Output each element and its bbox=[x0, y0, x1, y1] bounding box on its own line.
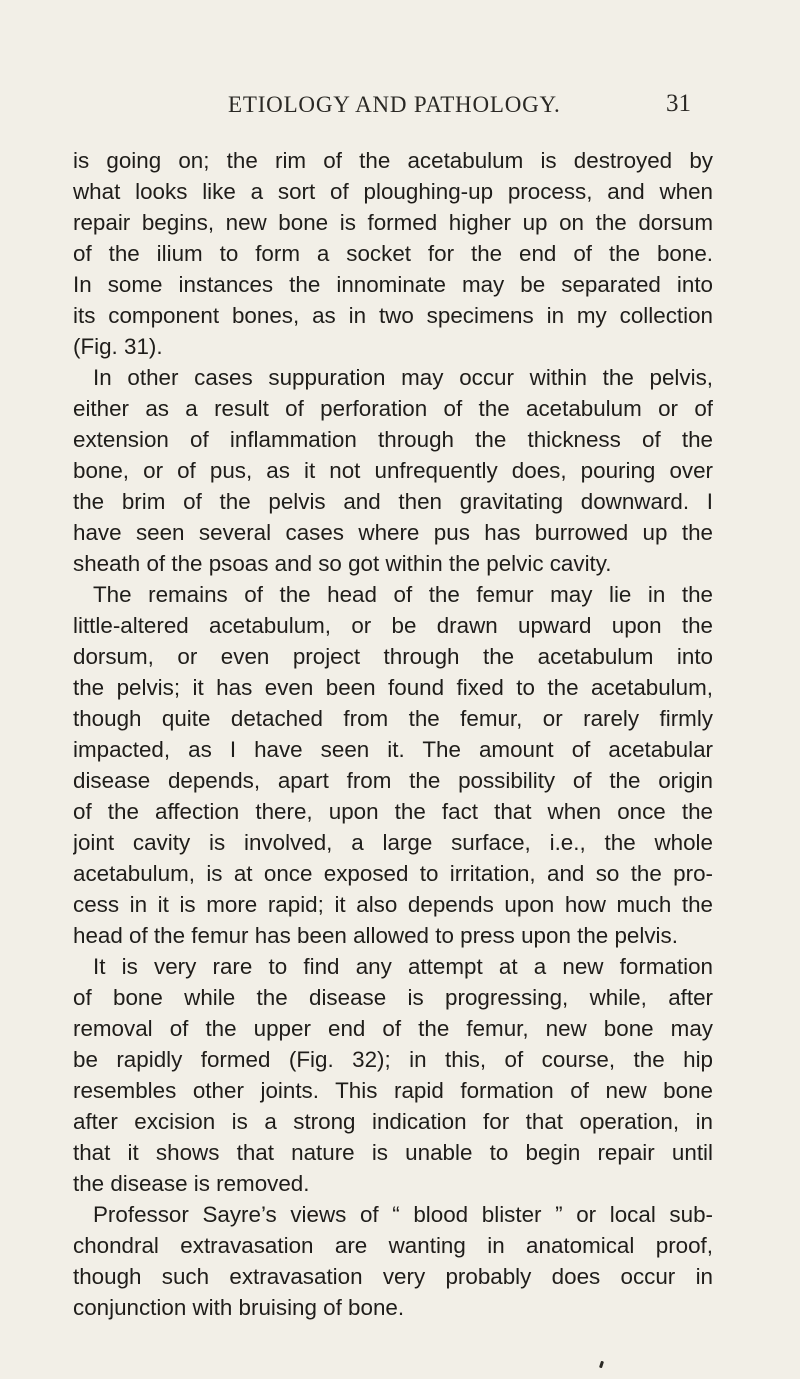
text-line: that it shows that nature is unable to begin repair until bbox=[73, 1140, 713, 1165]
paragraph bbox=[73, 1199, 713, 1323]
text-line: though such extravasation very probably does occur in bbox=[73, 1264, 713, 1289]
paragraph bbox=[73, 362, 713, 579]
text-line: the pelvis; it has even been found fixed to the acetabulum, bbox=[73, 675, 713, 700]
text-line: In some instances the innominate may be separated into bbox=[73, 272, 713, 297]
text-line: It is very rare to find any attempt at a new formation bbox=[93, 954, 713, 979]
text-line: what looks like a sort of ploughing-up process, and when bbox=[73, 179, 713, 204]
running-head: ETIOLOGY AND PATHOLOGY. bbox=[228, 92, 561, 117]
text-line: have seen several cases where pus has burrowed up the bbox=[73, 520, 713, 545]
text-line: of the affection there, upon the fact that when once the bbox=[73, 799, 713, 824]
text-line: In other cases suppuration may occur within the pelvis, bbox=[93, 365, 713, 390]
text-line: sheath of the psoas and so got within the pelvic cavity. bbox=[73, 551, 612, 576]
text-line: little-altered acetabulum, or be drawn upward upon the bbox=[73, 613, 713, 638]
text-line: of the ilium to form a socket for the end of the bone. bbox=[73, 241, 713, 266]
text-line: resembles other joints. This rapid formation of new bone bbox=[73, 1078, 713, 1103]
text-line: conjunction with bruising of bone. bbox=[73, 1295, 405, 1320]
text-line: of bone while the disease is progressing, while, after bbox=[73, 985, 713, 1010]
text-line: after excision is a strong indication for that operation, in bbox=[73, 1109, 713, 1134]
text-line: bone, or of pus, as it not unfrequently does, pouring over bbox=[73, 458, 713, 483]
ink-speck bbox=[599, 1361, 604, 1369]
text-line: is going on; the rim of the acetabulum is destroyed by bbox=[73, 148, 713, 173]
text-line: though quite detached from the femur, or rarely firmly bbox=[73, 706, 713, 731]
paragraph bbox=[73, 579, 713, 951]
page-number: 31 bbox=[666, 90, 691, 117]
text-line: removal of the upper end of the femur, new bone may bbox=[73, 1016, 713, 1041]
text-line: repair begins, new bone is formed higher up on the dorsum bbox=[73, 210, 713, 235]
text-line: Professor Sayre’s views of “ blood blister ” or local sub- bbox=[93, 1202, 713, 1227]
text-line: chondral extravasation are wanting in anatomical proof, bbox=[73, 1233, 713, 1258]
text-line: be rapidly formed (Fig. 32); in this, of course, the hip bbox=[73, 1047, 713, 1072]
text-line: The remains of the head of the femur may lie in the bbox=[93, 582, 713, 607]
paragraph bbox=[73, 145, 713, 362]
text-line: cess in it is more rapid; it also depends upon how much the bbox=[73, 892, 713, 917]
body-text bbox=[73, 145, 713, 1323]
text-line: its component bones, as in two specimens in my collection bbox=[73, 303, 713, 328]
text-line: impacted, as I have seen it. The amount of acetabular bbox=[73, 737, 713, 762]
paragraph bbox=[73, 951, 713, 1199]
text-line: (Fig. 31). bbox=[73, 334, 163, 359]
text-line: dorsum, or even project through the acetabulum into bbox=[73, 644, 713, 669]
text-line: the brim of the pelvis and then gravitating downward. I bbox=[73, 489, 713, 514]
text-line: the disease is removed. bbox=[73, 1171, 310, 1196]
text-line: either as a result of perforation of the acetabulum or of bbox=[73, 396, 713, 421]
text-line: head of the femur has been allowed to press upon the pelvis. bbox=[73, 923, 678, 948]
text-line: extension of inflammation through the thickness of the bbox=[73, 427, 713, 452]
text-line: joint cavity is involved, a large surface, i.e., the whole bbox=[73, 830, 713, 855]
text-line: disease depends, apart from the possibility of the origin bbox=[73, 768, 713, 793]
text-line: acetabulum, is at once exposed to irritation, and so the pro- bbox=[73, 861, 713, 886]
